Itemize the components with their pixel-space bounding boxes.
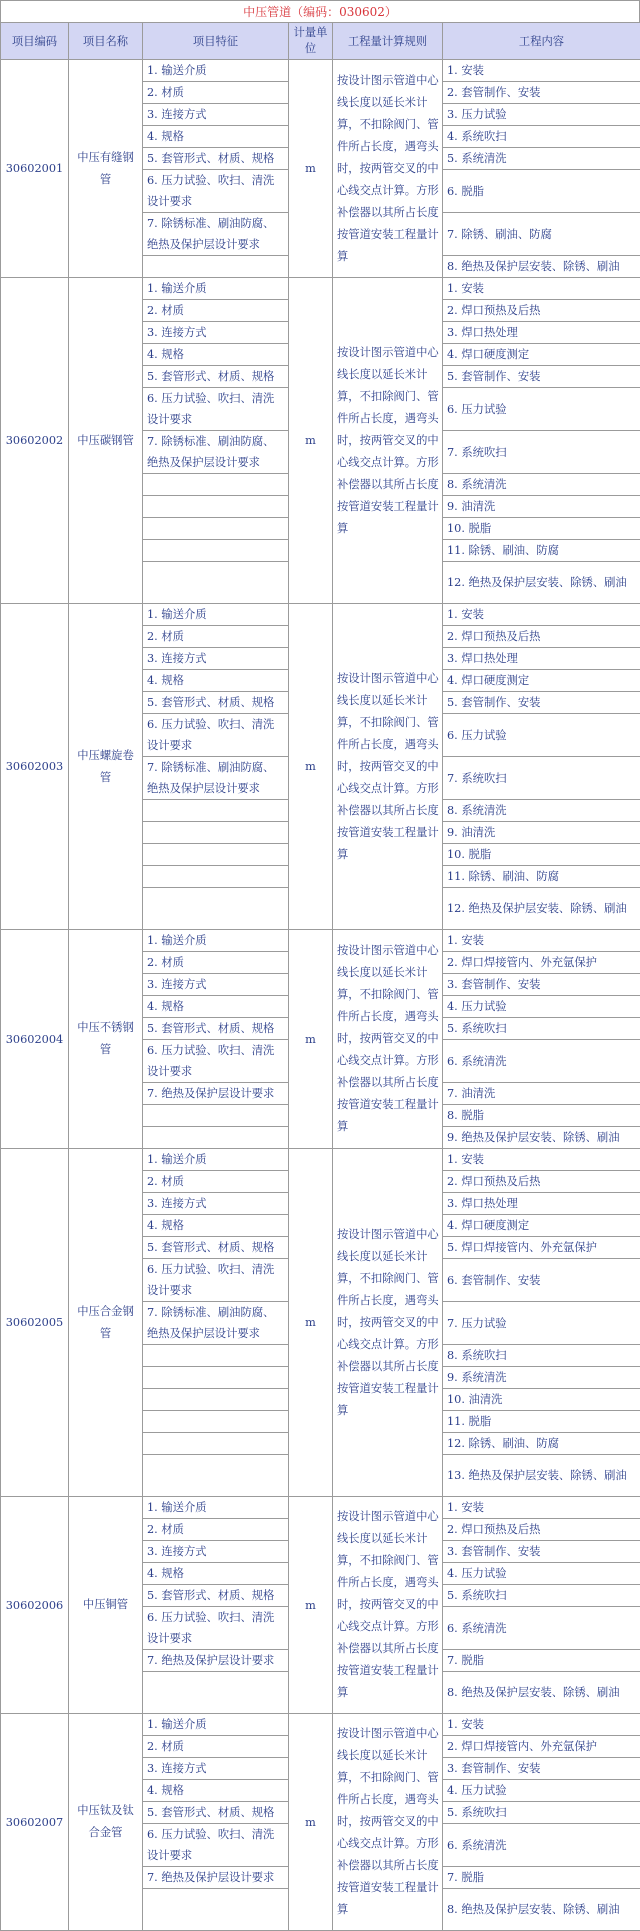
work-content-cell: 7. 油清洗 xyxy=(443,1083,640,1105)
work-content-cell: 7. 除锈、刷油、防腐 xyxy=(443,213,640,256)
work-content-cell: 10. 脱脂 xyxy=(443,844,640,866)
work-content-cell: 9. 绝热及保护层安装、除锈、刷油 xyxy=(443,1127,640,1149)
work-content-cell: 5. 系统清洗 xyxy=(443,148,640,170)
work-content-cell: 1. 安装 xyxy=(443,930,640,952)
feature-cell: 6. 压力试验、吹扫、清洗设计要求 xyxy=(143,170,289,213)
table-row xyxy=(1,60,640,82)
work-content-cell: 4. 系统吹扫 xyxy=(443,126,640,148)
header-code: 项目编码 xyxy=(1,23,69,60)
feature-cell xyxy=(143,822,289,844)
feature-cell: 4. 规格 xyxy=(143,1563,289,1585)
work-content-cell: 6. 系统清洗 xyxy=(443,1040,640,1083)
item-code: 30602005 xyxy=(1,1149,69,1497)
feature-cell xyxy=(143,540,289,562)
feature-cell: 6. 压力试验、吹扫、清洗设计要求 xyxy=(143,714,289,757)
feature-cell: 1. 输送介质 xyxy=(143,60,289,82)
work-content-cell: 5. 系统吹扫 xyxy=(443,1018,640,1040)
work-content-cell: 9. 油清洗 xyxy=(443,496,640,518)
feature-cell: 5. 套管形式、材质、规格 xyxy=(143,366,289,388)
work-content-cell: 8. 绝热及保护层安装、除锈、刷油 xyxy=(443,1672,640,1714)
header-unit: 计量单位 xyxy=(289,23,333,60)
work-content-cell: 5. 焊口焊接管内、外充氩保护 xyxy=(443,1237,640,1259)
table-title: 中压管道（编码：030602） xyxy=(0,0,640,22)
work-content-cell: 2. 焊口焊接管内、外充氩保护 xyxy=(443,952,640,974)
work-content-cell: 7. 压力试验 xyxy=(443,1302,640,1345)
feature-cell xyxy=(143,866,289,888)
feature-cell: 5. 套管形式、材质、规格 xyxy=(143,1237,289,1259)
feature-cell xyxy=(143,474,289,496)
feature-cell: 7. 绝热及保护层设计要求 xyxy=(143,1867,289,1889)
calc-rule: 按设计图示管道中心线长度以延长米计算，不扣除阀门、管件所占长度，遇弯头时，按两管交叉的中心线交点计算。方形补偿器以其所占长度按管道安装工程量计算 xyxy=(333,1497,443,1714)
feature-cell: 5. 套管形式、材质、规格 xyxy=(143,1585,289,1607)
work-content-cell: 5. 套管制作、安装 xyxy=(443,692,640,714)
work-content-cell: 4. 焊口硬度测定 xyxy=(443,1215,640,1237)
work-content-cell: 5. 套管制作、安装 xyxy=(443,366,640,388)
work-content-cell: 6. 脱脂 xyxy=(443,170,640,213)
feature-cell: 3. 连接方式 xyxy=(143,1193,289,1215)
work-content-cell: 11. 除锈、刷油、防腐 xyxy=(443,540,640,562)
work-content-cell: 3. 焊口热处理 xyxy=(443,648,640,670)
feature-cell: 2. 材质 xyxy=(143,300,289,322)
table-row xyxy=(1,930,640,952)
work-content-cell: 7. 系统吹扫 xyxy=(443,757,640,800)
work-content-cell: 10. 油清洗 xyxy=(443,1389,640,1411)
work-content-cell: 3. 套管制作、安装 xyxy=(443,1758,640,1780)
feature-cell xyxy=(143,1433,289,1455)
calc-rule: 按设计图示管道中心线长度以延长米计算，不扣除阀门、管件所占长度，遇弯头时，按两管交叉的中心线交点计算。方形补偿器以其所占长度按管道安装工程量计算 xyxy=(333,278,443,604)
feature-cell xyxy=(143,256,289,278)
feature-cell xyxy=(143,1389,289,1411)
feature-cell: 2. 材质 xyxy=(143,1171,289,1193)
work-content-cell: 9. 系统清洗 xyxy=(443,1367,640,1389)
work-content-cell: 4. 焊口硬度测定 xyxy=(443,670,640,692)
item-code: 30602003 xyxy=(1,604,69,930)
work-content-cell: 8. 绝热及保护层安装、除锈、刷油 xyxy=(443,1889,640,1931)
item-code: 30602004 xyxy=(1,930,69,1149)
work-content-cell: 7. 系统吹扫 xyxy=(443,431,640,474)
work-content-cell: 4. 压力试验 xyxy=(443,1563,640,1585)
feature-cell: 5. 套管形式、材质、规格 xyxy=(143,148,289,170)
feature-cell: 6. 压力试验、吹扫、清洗设计要求 xyxy=(143,388,289,431)
feature-cell: 4. 规格 xyxy=(143,1780,289,1802)
work-content-cell: 1. 安装 xyxy=(443,278,640,300)
feature-cell: 7. 除锈标准、刷油防腐、绝热及保护层设计要求 xyxy=(143,213,289,256)
work-content-cell: 11. 脱脂 xyxy=(443,1411,640,1433)
feature-cell: 1. 输送介质 xyxy=(143,930,289,952)
feature-cell: 1. 输送介质 xyxy=(143,278,289,300)
feature-cell xyxy=(143,888,289,930)
calc-rule: 按设计图示管道中心线长度以延长米计算，不扣除阀门、管件所占长度，遇弯头时，按两管交叉的中心线交点计算。方形补偿器以其所占长度按管道安装工程量计算 xyxy=(333,1714,443,1931)
feature-cell: 3. 连接方式 xyxy=(143,104,289,126)
work-content-cell: 8. 绝热及保护层安装、除锈、刷油 xyxy=(443,256,640,278)
feature-cell: 4. 规格 xyxy=(143,670,289,692)
item-name: 中压有缝钢管 xyxy=(69,60,143,278)
work-content-cell: 6. 压力试验 xyxy=(443,388,640,431)
table-row xyxy=(1,278,640,300)
feature-cell: 2. 材质 xyxy=(143,1736,289,1758)
work-content-cell: 3. 焊口热处理 xyxy=(443,1193,640,1215)
feature-cell: 4. 规格 xyxy=(143,344,289,366)
work-content-cell: 2. 焊口预热及后热 xyxy=(443,300,640,322)
feature-cell xyxy=(143,1672,289,1714)
feature-cell: 4. 规格 xyxy=(143,126,289,148)
work-content-cell: 2. 焊口焊接管内、外充氩保护 xyxy=(443,1736,640,1758)
feature-cell: 1. 输送介质 xyxy=(143,1149,289,1171)
work-content-cell: 3. 压力试验 xyxy=(443,104,640,126)
work-content-cell: 9. 油清洗 xyxy=(443,822,640,844)
work-content-cell: 3. 套管制作、安装 xyxy=(443,1541,640,1563)
work-content-cell: 2. 套管制作、安装 xyxy=(443,82,640,104)
unit-cell: m xyxy=(289,604,333,930)
feature-cell: 3. 连接方式 xyxy=(143,1541,289,1563)
feature-cell: 1. 输送介质 xyxy=(143,1497,289,1519)
feature-cell xyxy=(143,496,289,518)
work-content-cell: 10. 脱脂 xyxy=(443,518,640,540)
work-content-cell: 13. 绝热及保护层安装、除锈、刷油 xyxy=(443,1455,640,1497)
header-rule: 工程量计算规则 xyxy=(333,23,443,60)
feature-cell xyxy=(143,800,289,822)
feature-cell: 1. 输送介质 xyxy=(143,1714,289,1736)
work-content-cell: 1. 安装 xyxy=(443,1714,640,1736)
work-content-cell: 4. 压力试验 xyxy=(443,1780,640,1802)
unit-cell: m xyxy=(289,278,333,604)
unit-cell: m xyxy=(289,1714,333,1931)
feature-cell xyxy=(143,844,289,866)
work-content-cell: 6. 套管制作、安装 xyxy=(443,1259,640,1302)
calc-rule: 按设计图示管道中心线长度以延长米计算，不扣除阀门、管件所占长度，遇弯头时，按两管交叉的中心线交点计算。方形补偿器以其所占长度按管道安装工程量计算 xyxy=(333,604,443,930)
unit-cell: m xyxy=(289,930,333,1149)
feature-cell: 4. 规格 xyxy=(143,1215,289,1237)
feature-cell: 1. 输送介质 xyxy=(143,604,289,626)
work-content-cell: 1. 安装 xyxy=(443,604,640,626)
feature-cell: 7. 除锈标准、刷油防腐、绝热及保护层设计要求 xyxy=(143,431,289,474)
calc-rule: 按设计图示管道中心线长度以延长米计算，不扣除阀门、管件所占长度，遇弯头时，按两管交叉的中心线交点计算。方形补偿器以其所占长度按管道安装工程量计算 xyxy=(333,930,443,1149)
unit-cell: m xyxy=(289,60,333,278)
feature-cell: 3. 连接方式 xyxy=(143,648,289,670)
work-content-cell: 4. 压力试验 xyxy=(443,996,640,1018)
unit-cell: m xyxy=(289,1497,333,1714)
work-content-cell: 4. 焊口硬度测定 xyxy=(443,344,640,366)
item-name: 中压钛及钛合金管 xyxy=(69,1714,143,1931)
work-content-cell: 2. 焊口预热及后热 xyxy=(443,1171,640,1193)
feature-cell: 6. 压力试验、吹扫、清洗设计要求 xyxy=(143,1607,289,1650)
table-row xyxy=(1,1497,640,1519)
item-name: 中压合金钢管 xyxy=(69,1149,143,1497)
header-row xyxy=(1,23,640,60)
feature-cell: 7. 除锈标准、刷油防腐、绝热及保护层设计要求 xyxy=(143,757,289,800)
calc-rule: 按设计图示管道中心线长度以延长米计算，不扣除阀门、管件所占长度，遇弯头时，按两管交叉的中心线交点计算。方形补偿器以其所占长度按管道安装工程量计算 xyxy=(333,1149,443,1497)
feature-cell: 2. 材质 xyxy=(143,1519,289,1541)
item-code: 30602001 xyxy=(1,60,69,278)
work-content-cell: 2. 焊口预热及后热 xyxy=(443,1519,640,1541)
work-content-cell: 8. 系统清洗 xyxy=(443,474,640,496)
item-code: 30602006 xyxy=(1,1497,69,1714)
work-content-cell: 8. 脱脂 xyxy=(443,1105,640,1127)
work-content-cell: 1. 安装 xyxy=(443,1497,640,1519)
feature-cell xyxy=(143,1411,289,1433)
work-content-cell: 6. 系统清洗 xyxy=(443,1607,640,1650)
feature-cell: 2. 材质 xyxy=(143,952,289,974)
calc-rule: 按设计图示管道中心线长度以延长米计算，不扣除阀门、管件所占长度，遇弯头时，按两管交叉的中心线交点计算。方形补偿器以其所占长度按管道安装工程量计算 xyxy=(333,60,443,278)
feature-cell: 3. 连接方式 xyxy=(143,1758,289,1780)
work-content-cell: 7. 脱脂 xyxy=(443,1867,640,1889)
unit-cell: m xyxy=(289,1149,333,1497)
work-content-cell: 12. 除锈、刷油、防腐 xyxy=(443,1433,640,1455)
work-content-cell: 2. 焊口预热及后热 xyxy=(443,626,640,648)
work-content-cell: 1. 安装 xyxy=(443,60,640,82)
work-content-cell: 3. 套管制作、安装 xyxy=(443,974,640,996)
feature-cell: 5. 套管形式、材质、规格 xyxy=(143,1018,289,1040)
work-content-cell: 6. 系统清洗 xyxy=(443,1824,640,1867)
feature-cell xyxy=(143,1345,289,1367)
table-row xyxy=(1,1714,640,1736)
feature-cell: 2. 材质 xyxy=(143,82,289,104)
item-code: 30602007 xyxy=(1,1714,69,1931)
work-content-cell: 5. 系统吹扫 xyxy=(443,1585,640,1607)
work-content-cell: 12. 绝热及保护层安装、除锈、刷油 xyxy=(443,888,640,930)
feature-cell: 3. 连接方式 xyxy=(143,974,289,996)
work-content-cell: 1. 安装 xyxy=(443,1149,640,1171)
feature-cell: 6. 压力试验、吹扫、清洗设计要求 xyxy=(143,1259,289,1302)
table-row xyxy=(1,604,640,626)
feature-cell: 4. 规格 xyxy=(143,996,289,1018)
feature-cell: 7. 绝热及保护层设计要求 xyxy=(143,1650,289,1672)
feature-cell xyxy=(143,1105,289,1127)
header-content: 工程内容 xyxy=(443,23,640,60)
work-content-cell: 6. 压力试验 xyxy=(443,714,640,757)
feature-cell xyxy=(143,1367,289,1389)
work-content-cell: 8. 系统吹扫 xyxy=(443,1345,640,1367)
header-name: 项目名称 xyxy=(69,23,143,60)
feature-cell: 5. 套管形式、材质、规格 xyxy=(143,692,289,714)
item-name: 中压碳钢管 xyxy=(69,278,143,604)
feature-cell xyxy=(143,1127,289,1149)
feature-cell: 2. 材质 xyxy=(143,626,289,648)
feature-cell xyxy=(143,1455,289,1497)
work-content-cell: 11. 除锈、刷油、防腐 xyxy=(443,866,640,888)
feature-cell xyxy=(143,562,289,604)
work-content-cell: 8. 系统清洗 xyxy=(443,800,640,822)
feature-cell: 6. 压力试验、吹扫、清洗设计要求 xyxy=(143,1824,289,1867)
feature-cell: 6. 压力试验、吹扫、清洗设计要求 xyxy=(143,1040,289,1083)
table-row xyxy=(1,1149,640,1171)
work-content-cell: 12. 绝热及保护层安装、除锈、刷油 xyxy=(443,562,640,604)
feature-cell: 7. 绝热及保护层设计要求 xyxy=(143,1083,289,1105)
header-features: 项目特征 xyxy=(143,23,289,60)
feature-cell xyxy=(143,518,289,540)
item-code: 30602002 xyxy=(1,278,69,604)
work-content-cell: 3. 焊口热处理 xyxy=(443,322,640,344)
pipe-spec-table xyxy=(0,22,640,1931)
item-name: 中压螺旋卷管 xyxy=(69,604,143,930)
item-name: 中压铜管 xyxy=(69,1497,143,1714)
feature-cell: 7. 除锈标准、刷油防腐、绝热及保护层设计要求 xyxy=(143,1302,289,1345)
work-content-cell: 5. 系统吹扫 xyxy=(443,1802,640,1824)
feature-cell: 3. 连接方式 xyxy=(143,322,289,344)
feature-cell: 5. 套管形式、材质、规格 xyxy=(143,1802,289,1824)
work-content-cell: 7. 脱脂 xyxy=(443,1650,640,1672)
feature-cell xyxy=(143,1889,289,1931)
item-name: 中压不锈钢管 xyxy=(69,930,143,1149)
